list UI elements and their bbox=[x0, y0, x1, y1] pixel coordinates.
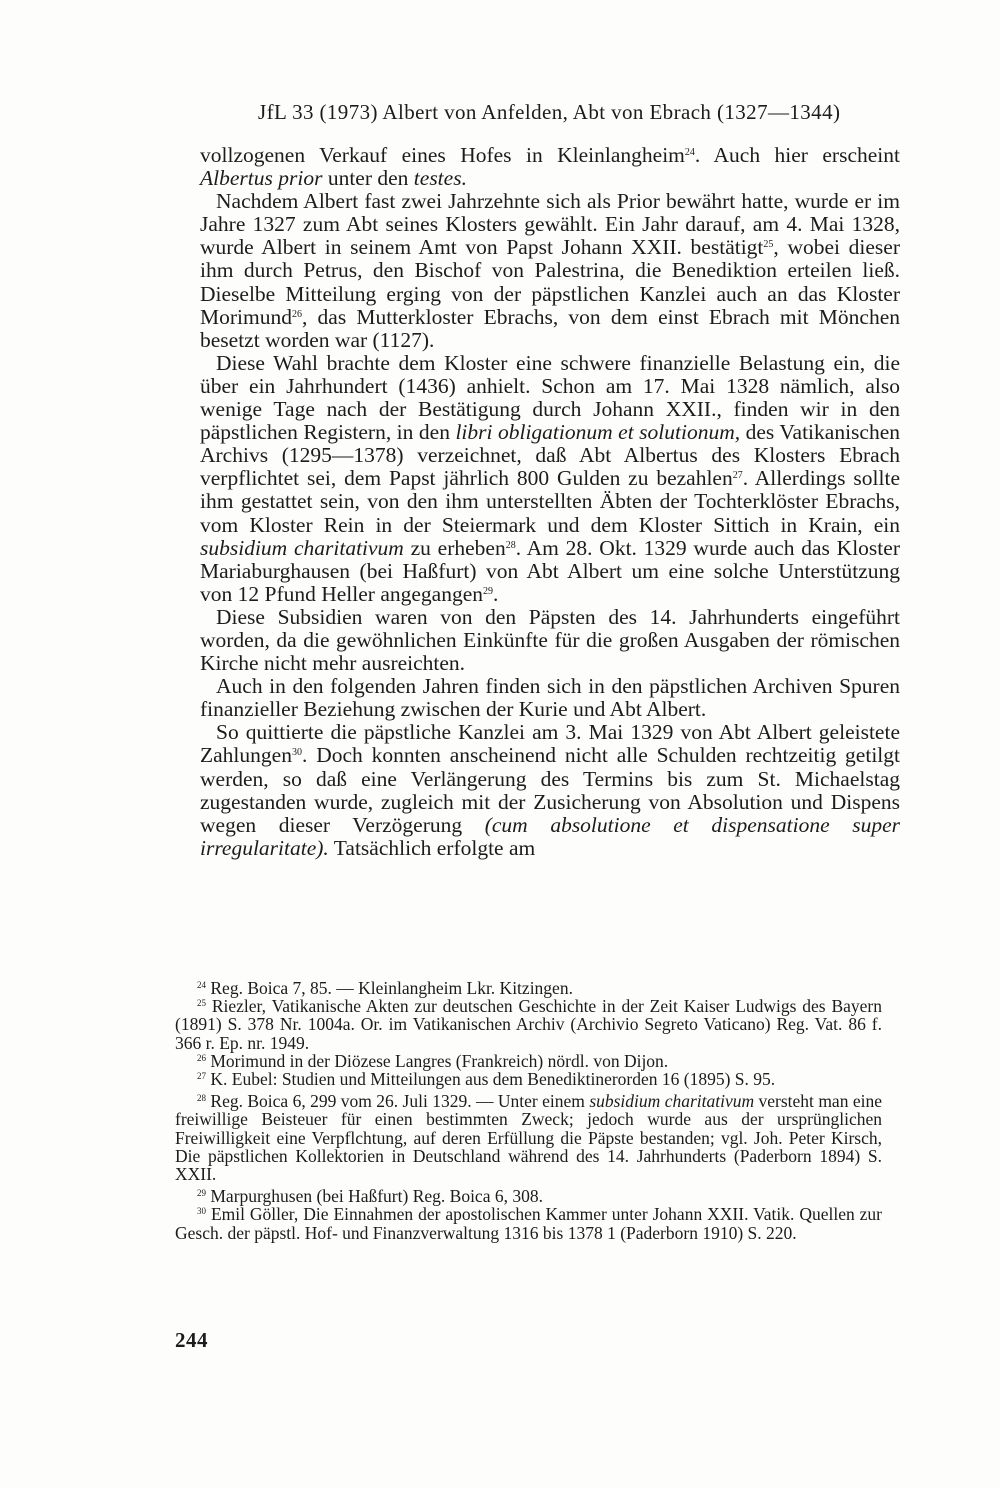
text-run: , das Mutterkloster Ebrachs, von dem einst Ebrach mit Mönchen besetzt worden war (1127). bbox=[200, 304, 900, 352]
footnote-25 bbox=[175, 997, 882, 1052]
footnote-ref-27[interactable]: 27 bbox=[732, 470, 743, 482]
italic-run: testes. bbox=[413, 166, 467, 191]
text-run: zu erheben bbox=[403, 535, 506, 560]
running-head: JfL 33 (1973) Albert von Anfelden, Abt von Ebrach (1327—1344) bbox=[258, 100, 841, 124]
footnote-number: 27 bbox=[197, 1071, 206, 1082]
text-run: . Doch konnten anscheinend nicht alle Schulden rechtzeitig getilgt werden, so daß eine Verlängerung des Termins bis zum St. Michaelstag zugestanden wurde, zugleich mit der Zusicherung von Absolution und Dispens wegen dieser Verzögerung bbox=[200, 743, 900, 837]
footnote-italic: subsidium charitativum bbox=[589, 1091, 755, 1112]
italic-run: (cum absolutione et dispensatione super irregularitate). bbox=[200, 812, 901, 860]
footnote-text: Emil Göller, Die Einnahmen der apostolischen Kammer unter Johann XXII. Vatik. Quellen zur Gesch. der päpstl. Hof- und Finanzverwaltung 1316 bis 1378 1 (Paderborn 1910) S. 220. bbox=[175, 1204, 882, 1243]
footnotes bbox=[175, 979, 882, 1242]
footnote-ref-24[interactable]: 24 bbox=[684, 147, 695, 158]
footnote-ref-30[interactable]: 30 bbox=[291, 747, 302, 759]
footnote-text: versteht man eine freiwillige Beisteuer für einen bestimmten Zweck; jedoch wurde aus der ursprünglichen Freiwilligkeit eine Verpflchtung, auf deren Erfüllung die Päpste bestanden; vgl. Joh. Peter Kirsch, Die päpstlichen Kollektorien in Deutschland während des 14. Jahrhunderts (Paderborn 1894) S. XXII. bbox=[175, 1091, 882, 1185]
text-run: unter den bbox=[322, 166, 414, 191]
paragraph-4: Diese Subsidien waren von den Päpsten des 14. Jahrhunderts eingeführt worden, da die gewöhnlichen Einkünfte für die großen Ausgaben der römischen Kirche nicht mehr ausreichten. bbox=[200, 604, 900, 676]
footnote-text: Marpurghusen (bei Haßfurt) Reg. Boica 6, 308. bbox=[210, 1186, 543, 1207]
footnote-number: 24 bbox=[197, 980, 206, 990]
footnote-number: 26 bbox=[197, 1052, 206, 1063]
footnote-ref-29[interactable]: 29 bbox=[483, 585, 494, 597]
footnote-number: 29 bbox=[197, 1188, 206, 1199]
footnote-text: Reg. Boica 6, 299 vom 26. Juli 1329. — Unter einem bbox=[210, 1091, 590, 1112]
footnote-number: 28 bbox=[197, 1093, 206, 1104]
text-run: . Auch hier erscheint bbox=[694, 143, 900, 167]
main-text bbox=[200, 144, 900, 860]
text-run: . Am 28. Okt. 1329 wurde auch das Kloster Mariaburghausen (bei Haßfurt) von Abt Albert um eine solche Unterstützung von 12 Pfund Heller angegangen bbox=[200, 535, 900, 606]
page-number: 244 bbox=[175, 1328, 208, 1352]
footnote-30 bbox=[175, 1205, 882, 1241]
italic-run: libri obligationum et solutionum, bbox=[455, 420, 741, 445]
text-run: , wobei dieser ihm durch Petrus, den Bischof von Palestrina, die Benediktion erteilen ließ. Dieselbe Mitteilung erging von der päpstlichen Kanzlei auch an das Kloster Morimund bbox=[200, 235, 900, 329]
footnote-29 bbox=[175, 1187, 882, 1205]
text-run: Diese Wahl brachte dem Kloster eine schwere finanzielle Belastung ein, die über ein Jahrhundert (1436) anhielt. Schon am 17. Mai 1328 nämlich, also wenige Tage nach der Bestätigung durch Johann XXII., finden wir in den päpstlichen Registern, in den bbox=[200, 350, 900, 445]
footnote-ref-28[interactable]: 28 bbox=[505, 539, 516, 551]
footnote-26 bbox=[175, 1052, 882, 1070]
footnote-text: K. Eubel: Studien und Mitteilungen aus dem Benediktinerorden 16 (1895) S. 95. bbox=[210, 1069, 776, 1090]
paragraph-6 bbox=[200, 721, 900, 860]
text-run: . bbox=[493, 581, 499, 606]
text-run: So quittierte die päpstliche Kanzlei am 3. Mai 1329 von Abt Albert geleistete Zahlungen bbox=[200, 720, 900, 768]
footnote-ref-26[interactable]: 26 bbox=[291, 308, 302, 320]
paragraph-2 bbox=[200, 190, 900, 352]
text-run: Tatsächlich erfolgte am bbox=[328, 835, 536, 860]
footnote-ref-25[interactable]: 25 bbox=[763, 239, 774, 251]
footnote-28 bbox=[175, 1092, 882, 1183]
footnote-text: Riezler, Vatikanische Akten zur deutschen Geschichte in der Zeit Kaiser Ludwigs des Bayern (1891) S. 378 Nr. 1004a. Or. im Vatikanischen Archiv (Archivio Segreto Vaticano) Reg. Vat. 86 f. 366 r. Ep. nr. 1949. bbox=[175, 996, 882, 1053]
footnote-27 bbox=[175, 1070, 882, 1088]
text-run: vollzogenen Verkauf eines Hofes in Kleinlangheim bbox=[200, 143, 685, 167]
paragraph-3 bbox=[200, 352, 900, 606]
paragraph-1 bbox=[200, 144, 900, 190]
footnote-24 bbox=[175, 979, 882, 997]
footnote-number: 30 bbox=[197, 1206, 206, 1217]
italic-run: subsidium charitativum bbox=[200, 535, 404, 560]
footnote-text: Morimund in der Diözese Langres (Frankreich) nördl. von Dijon. bbox=[210, 1050, 669, 1071]
text-run: des Vatikanischen Archivs (1295—1378) verzeichnet, daß Abt Albertus des Klosters Ebrach verpflichtet sei, dem Papst jährlich 800 Gulden zu bezahlen bbox=[200, 420, 900, 491]
footnote-text: Reg. Boica 7, 85. — Kleinlangheim Lkr. Kitzingen. bbox=[210, 978, 573, 998]
text-run: Nachdem Albert fast zwei Jahrzehnte sich als Prior bewährt hatte, wurde er im Jahre 1327 zum Abt seines Klosters gewählt. Ein Jahr darauf, am 4. Mai 1328, wurde Albert in seinem Amt von Papst Johann XXII. bestätigt bbox=[200, 189, 900, 260]
footnote-number: 25 bbox=[197, 998, 206, 1009]
italic-run: Albertus prior bbox=[200, 166, 323, 191]
paragraph-5: Auch in den folgenden Jahren finden sich in den päpstlichen Archiven Spuren finanzieller Beziehung zwischen der Kurie und Abt Albert. bbox=[200, 674, 900, 722]
text-run: . Allerdings sollte ihm gestattet sein, von den ihm unterstellten Äbten der Tochterklöster Ebrachs, vom Kloster Rein in der Steiermark und dem Kloster Sittich in Krain, ein bbox=[200, 466, 900, 537]
